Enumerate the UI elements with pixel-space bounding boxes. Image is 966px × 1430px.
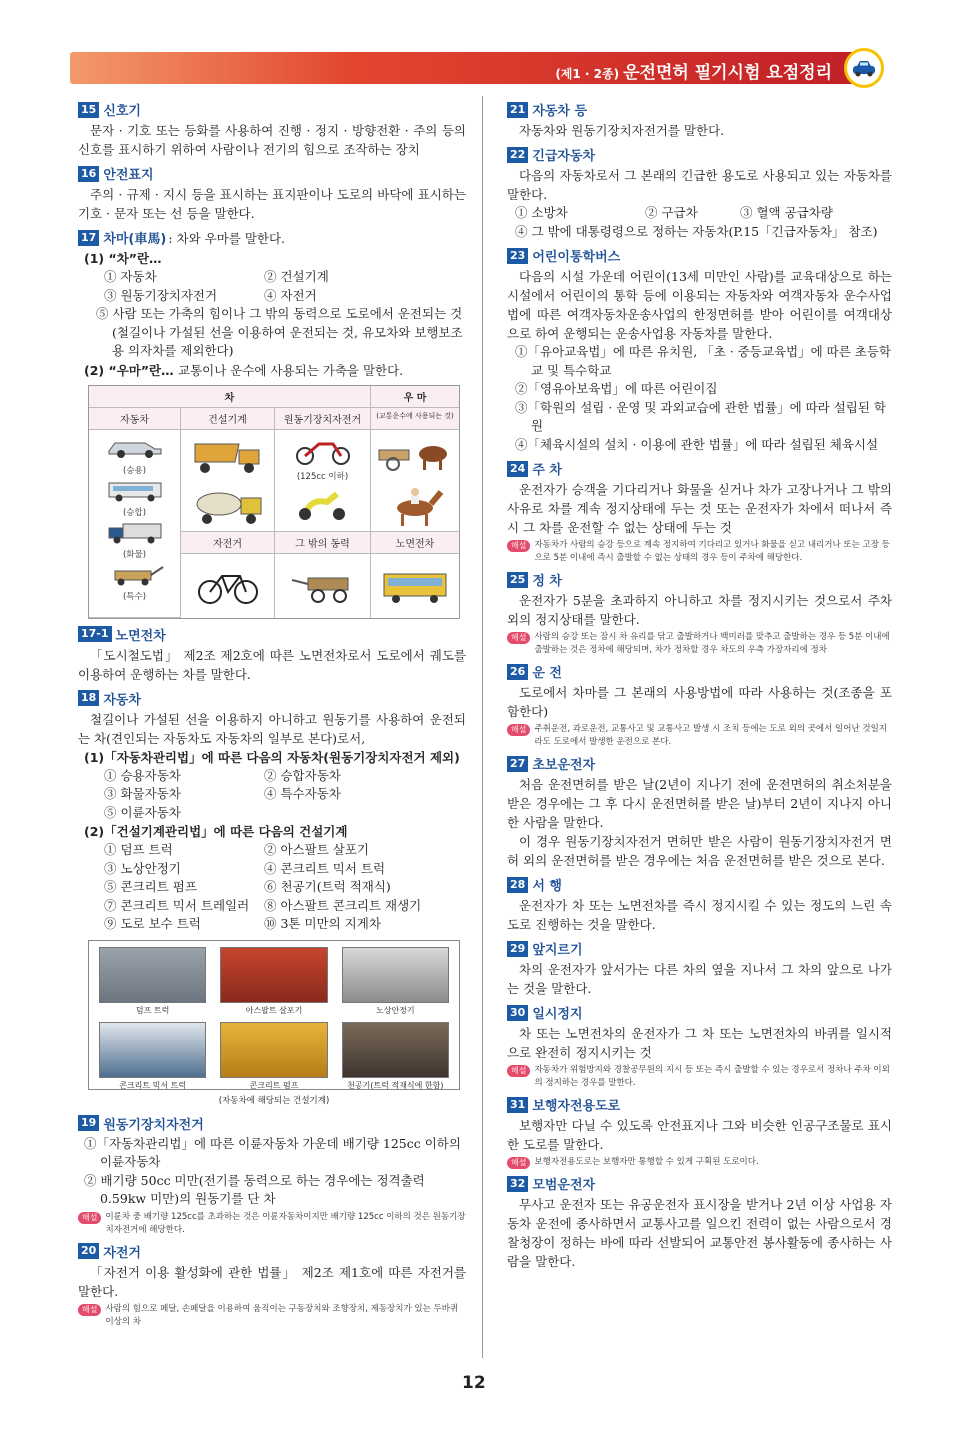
dump-truck-icon xyxy=(181,430,274,482)
photo-caption: 노상안정기 xyxy=(376,1005,415,1015)
section-15 xyxy=(78,100,466,159)
photo-caption: 콘크리트 믹서 트럭 xyxy=(119,1080,187,1090)
explanation-note: 해설 사람의 승강 또는 잠시 차 유리를 닦고 출발하거나 백미러를 맞추고 출발하는 경우 등 5분 이내에 출발하는 것은 정차에 해당되며, 차가 정차할 경우 차도의 우측 가장자리에 정차 xyxy=(507,631,892,657)
page-title: (제1 · 2종) 운전면허 필기시험 요점정리 xyxy=(555,63,832,83)
section-body: 차 또는 노면전차의 운전자가 그 차 또는 노면전차의 바퀴를 일시적으로 완전히 정지시키는 것 xyxy=(507,1026,892,1060)
section-19 xyxy=(78,1114,466,1237)
note-tag: 해설 xyxy=(507,632,530,644)
explanation-note: 해설 자동차가 위험방지와 경찰공무원의 지시 등 또는 즉시 출발할 수 있는 경우로서 정차나 주차 이외의 정지하는 경우를 말한다. xyxy=(507,1064,892,1090)
caption-van: (승합) xyxy=(122,507,147,518)
section-title: 모범운전자 xyxy=(532,1178,596,1193)
section-title: 자전거 xyxy=(103,1245,141,1261)
horse-rider-icon xyxy=(371,480,459,532)
special-vehicle-icon xyxy=(89,560,180,590)
photo-caption: 콘크리트 펌프 xyxy=(249,1080,299,1090)
subheading: (2)「건설기계관리법」에 따른 다음의 건설기계 xyxy=(84,824,348,839)
truck-icon xyxy=(89,518,180,548)
subheading: (2) “우마”란… 교통이나 운수에 사용되는 가축을 말한다. xyxy=(84,362,404,378)
section-title: 보행자전용도로 xyxy=(532,1099,621,1114)
section-16 xyxy=(78,164,466,223)
list-item: ③ 화물자동차 xyxy=(104,786,181,801)
section-body: 「도시철도법」 제2조 제2호에 따른 노면전차로서 도로에서 궤도를 이용하여 운행하는 차를 말한다. xyxy=(78,647,466,682)
concrete-pump-photo xyxy=(220,1022,327,1078)
item-grid xyxy=(78,767,466,804)
note-tag: 해설 xyxy=(507,1065,530,1077)
section-title: 긴급자동차 xyxy=(532,149,596,164)
note-tag: 해설 xyxy=(507,540,530,552)
explanation-note: 해설 사람의 힘으로 페달, 손페달을 이용하여 움직이는 구동장치와 조향장치, 제동장치가 있는 두바퀴 이상의 차 xyxy=(78,1303,466,1329)
photo-caption: 천공기(트럭 적재식에 한함) xyxy=(347,1080,444,1090)
header-bar xyxy=(70,52,880,84)
list-item: ⑧ 아스팔트 콘크리트 재생기 xyxy=(264,897,422,913)
list-item: ⑤ 사람 또는 가축의 힘이나 그 밖의 동력으로 도로에서 운전되는 것(철길이나 가설된 선을 이용하여 운전되는 것, 유모차와 보행보조용 의자차를 제외한다) xyxy=(96,306,463,358)
section-body: 무사고 운전자 또는 유공운전자 표시장을 받거나 2년 이상 사업용 자동차 운전에 종사하면서 교통사고를 일으킨 전력이 없는 사람으로서 경찰청장이 정하는 바에 따라 선발되어 교통안전 봉사활동에 종사하는 사람을 말한다. xyxy=(507,1197,892,1269)
column-construction: 건설기계 xyxy=(181,408,275,430)
list-item: ④ 그 밖에 대통령령으로 정하는 자동차(P.15「긴급자동차」 참조) xyxy=(515,223,878,239)
column-divider xyxy=(482,96,483,1358)
section-number: 32 xyxy=(507,1176,528,1192)
car-images xyxy=(89,430,181,618)
section-body: 차의 운전자가 앞서가는 다른 차의 옆을 지나서 그 차의 앞으로 나가는 것을 말한다. xyxy=(507,962,892,996)
section-32 xyxy=(507,1174,892,1271)
note-tag: 해설 xyxy=(78,1304,101,1316)
section-title: 어린이통학버스 xyxy=(532,250,621,265)
motorcycle-icon xyxy=(275,430,370,470)
section-number: 27 xyxy=(507,756,528,772)
drill-truck-photo xyxy=(342,1022,449,1078)
subheading: (1) “차”란… xyxy=(84,251,162,266)
list-item: ② 건설기계 xyxy=(264,269,329,284)
column-car: 자동차 xyxy=(89,408,181,430)
caption-truck: (화물) xyxy=(122,549,147,560)
section-title: 초보운전자 xyxy=(532,758,596,773)
section-title: 노면전차 xyxy=(115,628,166,644)
list-item: ① 소방차 xyxy=(515,205,568,220)
section-number: 21 xyxy=(507,102,528,118)
mixer-truck-icon xyxy=(181,482,274,530)
section-body: 이 경우 원동기장치자전거 면허만 받은 사람이 원동기장치자전거 면허 외의 운전면허를 받은 경우에는 처음 운전면허를 받은 것으로 본다. xyxy=(507,834,892,868)
list-item: ④ 자전거 xyxy=(264,287,317,303)
list-item: ①「유아교육법」에 따른 유치원, 「초 · 중등교육법」에 따른 초등학교 및 특수학교 xyxy=(515,344,891,378)
section-title: 자동차 xyxy=(103,692,141,708)
explanation-note: 해설 보행자전용도로는 보행자만 통행할 수 있게 구획된 도로이다. xyxy=(507,1156,892,1169)
section-17 xyxy=(78,228,466,380)
section-number: 20 xyxy=(78,1243,99,1259)
uma-images xyxy=(371,430,459,532)
section-title: 운 전 xyxy=(532,666,562,681)
table-header-uma: 우 마 xyxy=(371,386,459,408)
note-tag: 해설 xyxy=(507,1157,530,1169)
section-body: 다음의 시설 가운데 어린이(13세 미만인 사람)를 교육대상으로 하는 시설에서 어린이의 통학 등에 이용되는 자동차와 여객자동차 운수사업법에 따른 여객자동차운송사업의 한정면허를 받아 어린이를 여객대상으로 하여 운행되는 운송사업용 자동차를 말한다. xyxy=(507,269,892,341)
list-item: ②「영유아보육법」에 따른 어린이집 xyxy=(515,381,718,396)
dump-truck-photo xyxy=(99,947,206,1003)
caption-125cc: (125cc 이하) xyxy=(296,471,349,482)
road-stabilizer-photo xyxy=(342,947,449,1003)
section-number: 19 xyxy=(78,1115,99,1131)
car-logo-icon xyxy=(844,48,884,88)
asphalt-sprayer-photo xyxy=(220,947,327,1003)
section-body: 도로에서 차마를 그 본래의 사용방법에 따라 사용하는 것(조종을 포함한다) xyxy=(507,685,892,719)
column-tram: 노면전차 xyxy=(371,532,459,554)
left-column xyxy=(78,100,466,1334)
list-item: ① 덤프 트럭 xyxy=(104,842,173,857)
bicycle-icon xyxy=(181,554,275,618)
section-number: 28 xyxy=(507,877,528,893)
section-27 xyxy=(507,754,892,870)
section-title: 앞지르기 xyxy=(532,943,583,958)
section-number: 16 xyxy=(78,166,99,182)
section-body: 철길이나 가설된 선을 이용하지 아니하고 원동기를 사용하여 운전되는 차(견인되는 자동차도 자동차의 일부로 본다)로서, xyxy=(78,711,466,746)
table-header-cha: 차 xyxy=(89,386,371,408)
subheading: (1)「자동차관리법」에 따른 다음의 자동차(원동기장치자전거 제외) xyxy=(84,749,460,765)
section-number: 22 xyxy=(507,147,528,163)
list-item: ⑤ 이륜자동차 xyxy=(104,804,181,820)
caption-special: (특수) xyxy=(122,591,147,602)
section-24 xyxy=(507,459,892,565)
moped-images xyxy=(275,430,371,532)
photo-caption: 덤프 트럭 xyxy=(135,1005,170,1015)
section-number: 26 xyxy=(507,664,528,680)
section-body: 보행자만 다닐 수 있도록 안전표지나 그와 비슷한 인공구조물로 표시한 도로를 말한다. xyxy=(507,1118,892,1152)
power-cart-icon xyxy=(275,554,371,618)
ox-cart-icon xyxy=(371,430,459,480)
section-number: 24 xyxy=(507,461,528,477)
list-item: ③ 원동기장치자전거 xyxy=(104,287,218,303)
column-bicycle: 자전거 xyxy=(181,532,275,554)
section-title: 서 행 xyxy=(532,879,562,894)
section-title: 안전표지 xyxy=(103,168,154,183)
section-number: 29 xyxy=(507,941,528,957)
section-28 xyxy=(507,875,892,934)
list-item: ② 배기량 50cc 미만(전기를 동력으로 하는 경우에는 정격출력 0.59kw 미만)의 원동기를 단 차 xyxy=(84,1172,425,1206)
list-item: ⑦ 콘크리트 믹서 트레일러 xyxy=(104,897,250,913)
section-body: 운전자가 차 또는 노면전차를 즉시 정지시킬 수 있는 정도의 느린 속도로 진행하는 것을 말한다. xyxy=(507,898,892,932)
list-item: ③「학원의 설립 · 운영 및 과외교습에 관한 법률」에 따라 설립된 학원 xyxy=(515,399,887,433)
list-item: ④「체육시설의 설치 · 이용에 관한 법률」에 따라 설립된 체육시설 xyxy=(515,436,879,452)
section-22 xyxy=(507,145,892,241)
list-item: ② 승합자동차 xyxy=(264,767,341,783)
list-item: ⑥ 천공기(트럭 적재식) xyxy=(264,879,391,894)
list-item: ③ 혈액 공급차량 xyxy=(740,205,833,220)
section-29 xyxy=(507,939,892,998)
section-20 xyxy=(78,1242,466,1329)
section-title: 정 차 xyxy=(532,574,562,589)
note-tag: 해설 xyxy=(78,1212,101,1224)
section-21 xyxy=(507,100,892,140)
item-grid xyxy=(507,204,892,223)
construction-images xyxy=(181,430,275,532)
explanation-note: 해설 주취운전, 과로운전, 교통사고 및 교통사고 발생 시 조치 등에는 도로 외의 곳에서 일어난 것일지라도 도로에서 발생한 운전으로 본다. xyxy=(507,723,892,749)
section-body: 다음의 자동차로서 그 본래의 긴급한 용도로 사용되고 있는 자동차를 말한다. xyxy=(507,168,892,202)
photo-box-caption: (자동차에 해당되는 건설기계) xyxy=(218,1095,330,1106)
note-tag: 해설 xyxy=(507,724,530,736)
section-number: 17-1 xyxy=(78,626,112,642)
list-item: ⑤ 콘크리트 펌프 xyxy=(104,879,197,894)
section-title: 주 차 xyxy=(532,463,562,478)
section-18 xyxy=(78,689,466,934)
construction-photo-box xyxy=(88,940,460,1090)
caption-passenger: (승용) xyxy=(122,465,147,476)
explanation-note: 해설 이륜차 중 배기량 125cc를 초과하는 것은 이륜자동차이지만 배기량 125cc 이하의 것은 원동기장치자전거에 해당한다. xyxy=(78,1211,466,1237)
list-item: ④ 특수자동차 xyxy=(264,786,341,801)
item-grid xyxy=(78,268,466,305)
section-23 xyxy=(507,246,892,454)
section-title: 원동기장치자전거 xyxy=(103,1117,204,1133)
page-number: 12 xyxy=(462,1373,486,1393)
list-item: ①「자동차관리법」에 따른 이륜자동차 가운데 배기량 125cc 이하의 이륜자동차 xyxy=(84,1135,461,1169)
list-item: ② 구급차 xyxy=(645,205,698,220)
section-number: 15 xyxy=(78,102,99,118)
section-title: 신호기 xyxy=(103,104,141,119)
list-item: ④ 콘크리트 믹서 트럭 xyxy=(264,860,386,876)
section-number: 17 xyxy=(78,230,99,246)
mixer-truck-photo xyxy=(99,1022,206,1078)
section-26 xyxy=(507,662,892,749)
list-item: ⑩ 3톤 미만의 지게차 xyxy=(264,916,381,931)
right-column xyxy=(507,100,892,1276)
section-number: 18 xyxy=(78,690,99,706)
list-item: ② 아스팔트 살포기 xyxy=(264,842,369,857)
van-icon xyxy=(89,476,180,506)
section-title-extra: : 차와 우마를 말한다. xyxy=(168,230,286,246)
section-body: 처음 운전면허를 받은 날(2년이 지나기 전에 운전면허의 취소처분을 받은 경우에는 그 후 다시 운전면허를 받은 날)부터 2년이 지나지 아니한 사람을 말한다. xyxy=(507,777,892,830)
section-title: 자동차 등 xyxy=(532,104,588,119)
section-30 xyxy=(507,1003,892,1090)
section-title: 차마(車馬) xyxy=(103,232,167,247)
column-moped: 원동기장치자전거 xyxy=(275,408,371,430)
column-other-power: 그 밖의 동력 xyxy=(275,532,371,554)
section-title: 일시정지 xyxy=(532,1007,583,1022)
section-number: 30 xyxy=(507,1005,528,1021)
photo-caption: 아스팔트 살포기 xyxy=(245,1005,303,1015)
sedan-icon xyxy=(89,430,180,464)
vehicle-classification-table xyxy=(88,385,460,619)
section-body: 「자전거 이용 활성화에 관한 법률」 제2조 제1호에 따른 자전거를 말한다. xyxy=(78,1264,466,1299)
explanation-note: 해설 자동차가 사람의 승강 등으로 계속 정지하여 기다리고 있거나 화물을 싣고 내리거나 또는 고장 등으로 5분 이내에 즉시 출발할 수 없는 상태의 경우 등이 주차에 해당한다. xyxy=(507,539,892,565)
section-31 xyxy=(507,1095,892,1169)
section-17-1 xyxy=(78,625,466,684)
section-number: 25 xyxy=(507,572,528,588)
list-item: ① 자동차 xyxy=(104,269,157,284)
list-item: ⑨ 도로 보수 트럭 xyxy=(104,916,201,931)
section-number: 23 xyxy=(507,248,528,264)
column-uma-note: (교통운수에 사용되는 것) xyxy=(371,408,459,430)
section-body: 주의 · 규제 · 지시 등을 표시하는 표지판이나 도로의 바닥에 표시하는 기호 · 문자 또는 선 등을 말한다. xyxy=(78,187,466,221)
section-body: 문자 · 기호 또는 등화를 사용하여 진행 · 정지 · 방향전환 · 주의 등의 신호를 표시하기 위하여 사람이나 전기의 힘으로 조작하는 장치 xyxy=(78,123,466,157)
tram-icon xyxy=(371,554,459,618)
list-item: ③ 노상안정기 xyxy=(104,860,181,876)
item-grid xyxy=(78,841,466,934)
list-item: ① 승용자동차 xyxy=(104,767,181,783)
scooter-icon xyxy=(275,482,370,528)
section-25 xyxy=(507,570,892,657)
section-body: 자동차와 원동기장치자전거를 말한다. xyxy=(519,123,725,138)
section-number: 31 xyxy=(507,1097,528,1113)
section-body: 운전자가 5분을 초과하지 아니하고 차를 정지시키는 것으로서 주차 외의 정지상태를 말한다. xyxy=(507,593,892,627)
section-body: 운전자가 승객을 기다리거나 화물을 싣거나 차가 고장나거나 그 밖의 사유로 차를 계속 정지상태에 두는 것 또는 운전자가 차에서 떠나서 즉시 그 차를 운전할 수 없는 상태에 두는 것 xyxy=(507,482,892,535)
